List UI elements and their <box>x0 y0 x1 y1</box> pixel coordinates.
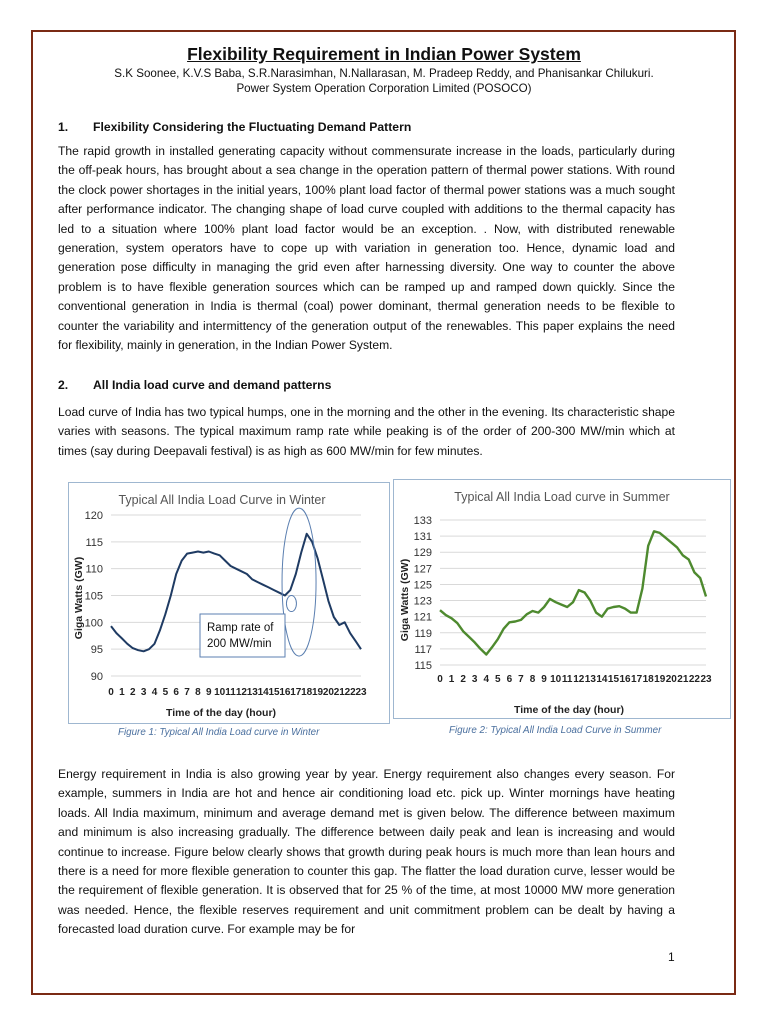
section-1-heading <box>58 120 411 134</box>
x-tick-label: 5 <box>162 687 169 698</box>
annotation-text-line1: Ramp rate of <box>207 622 274 634</box>
x-tick-label: 8 <box>195 687 201 698</box>
x-tick-label: 2 <box>129 687 136 698</box>
x-tick-label: 23 <box>700 674 712 685</box>
y-tick-label: 133 <box>413 515 432 527</box>
x-tick-label: 2 <box>460 674 466 685</box>
x-tick-label: 5 <box>495 674 501 685</box>
x-axis-label: Time of the day (hour) <box>165 707 277 719</box>
affiliation: Power System Operation Corporation Limited (POSOCO) <box>236 82 532 95</box>
y-tick-label: 95 <box>90 644 103 657</box>
x-tick-label: 11 <box>225 687 236 698</box>
x-tick-label: 18 <box>301 687 313 698</box>
x-tick-label: 0 <box>437 674 443 685</box>
y-tick-label: 120 <box>84 510 103 522</box>
paper-title: Flexibility Requirement in Indian Power System <box>187 44 581 64</box>
x-tick-label: 17 <box>290 687 302 698</box>
series-line <box>440 531 706 654</box>
figure-1-caption: Figure 1: Typical All India Load curve in Winter <box>118 727 320 738</box>
x-tick-label: 8 <box>529 674 536 685</box>
section-1-number: 1. <box>58 120 69 134</box>
chart-title: Typical All India Load curve in Summer <box>454 490 670 504</box>
x-tick-label: 7 <box>184 687 190 698</box>
y-axis-label: Giga Watts (GW) <box>73 556 85 640</box>
figure-2-chart <box>393 479 731 719</box>
annotation-text-line2: 200 MW/min <box>207 638 272 650</box>
x-tick-label: 6 <box>506 674 513 685</box>
y-tick-label: 110 <box>85 563 103 576</box>
x-tick-label: 15 <box>607 674 620 685</box>
section-1-body: The rapid growth in installed generating capacity without commensurate increase in the loads, particularly during the off-peak hours, has brought about a sea change in the operation pattern of thermal power stations. With round the clock power shortages in the initial years, 100% plant load factor of thermal power stations was a much sought after performance indicator. The changing shape of load curve coupled with additions to the thermal capacity has led to a situation where 100% plant load factor would be an exception. . Now, with distributed renewable generation, system operators have to cope up with variation in generation too. Hence, dynamic load and generation pose difficulty in managing the grid even after harnessing diversity. One way to counter the above problem is to have flexible generation sources which can be ramped up and ramped down quickly. Since the conventional generation in India is thermal (coal) power dominant, thermal generation needs to be flexible to counter the variability and intermittency of the generation output of the renewables. This paper explains the need for flexibility, mainly in generation, in the Indian Power System. <box>58 144 675 353</box>
y-tick-label: 123 <box>413 595 432 608</box>
y-tick-label: 90 <box>90 671 103 683</box>
y-tick-label: 131 <box>413 531 432 544</box>
x-tick-label: 3 <box>140 687 147 698</box>
x-tick-label: 14 <box>257 687 269 698</box>
section-1-title: Flexibility Considering the Fluctuating Demand Pattern <box>93 120 412 134</box>
winter-load-chart-svg <box>69 483 389 723</box>
x-tick-label: 12 <box>235 687 247 698</box>
y-tick-label: 117 <box>414 643 432 656</box>
figure-1-chart <box>68 482 390 724</box>
x-tick-label: 19 <box>654 674 666 685</box>
y-tick-label: 125 <box>413 579 432 592</box>
x-tick-label: 14 <box>596 674 608 685</box>
y-axis-label: Giga Watts (GW) <box>399 558 411 642</box>
y-tick-label: 115 <box>414 660 432 672</box>
page-number: 1 <box>668 950 675 964</box>
x-tick-label: 10 <box>214 687 226 698</box>
y-tick-label: 129 <box>413 547 432 560</box>
x-tick-label: 20 <box>665 674 677 685</box>
x-tick-label: 22 <box>344 687 356 698</box>
x-axis-label: Time of the day (hour) <box>513 704 625 716</box>
x-tick-label: 0 <box>108 687 114 698</box>
x-tick-label: 11 <box>561 674 573 685</box>
x-tick-label: 7 <box>518 674 524 685</box>
x-tick-label: 10 <box>550 674 562 685</box>
y-tick-label: 119 <box>414 627 432 640</box>
ramp-small-ellipse <box>286 596 296 612</box>
section-2-body: Load curve of India has two typical humps, one in the morning and the other in the evening. Its characteristic shape varies with seasons. The typical maximum ramp rate while peaking is of the order of 200-300 MW/min which at times (say during Deepavali festival) is as high as 600 MW/min for few minutes. <box>58 405 675 458</box>
ramp-highlight-ellipse <box>282 508 316 656</box>
y-tick-label: 121 <box>413 611 432 624</box>
x-tick-label: 19 <box>311 687 324 698</box>
x-tick-label: 13 <box>246 687 258 698</box>
x-tick-label: 4 <box>483 674 490 685</box>
x-tick-label: 18 <box>642 674 654 685</box>
continued-body: Energy requirement in India is also growing year by year. Energy requirement also changes every season. For example, summers in India are hot and hence air conditioning load etc. pick up. Winter mornings have heating loads. All India maximum, minimum and average demand met is given below. The difference between maximum and minimum is also increasing gradually. The difference between daily peak and lean is increasing and would continue to increase. Figure below clearly shows that growth during peak hours is much more than lean hours and there is a need for more flexible generation to counter this gap. The flatter the load duration curve, lesser would be the requirement of flexible generation. It is observed that for 25 % of the time, at most 10000 MW more generation was needed. Hence, the flexible reserves requirement and unit commitment problem can be dealt by having a forecasted load duration curve. For example may be for <box>58 767 675 937</box>
y-tick-label: 115 <box>85 536 103 549</box>
x-tick-label: 17 <box>631 674 643 685</box>
x-tick-label: 4 <box>151 687 158 698</box>
x-tick-label: 6 <box>173 687 179 698</box>
annotation-box <box>200 614 285 657</box>
section-2-title: All India load curve and demand patterns <box>93 378 332 392</box>
x-tick-label: 21 <box>333 687 345 698</box>
x-tick-label: 12 <box>573 674 585 685</box>
section-2-number: 2. <box>58 378 69 392</box>
figure-2-caption: Figure 2: Typical All India Load Curve in Summer <box>449 725 662 736</box>
x-tick-label: 13 <box>584 674 596 685</box>
x-tick-label: 1 <box>448 674 455 685</box>
x-tick-label: 16 <box>619 674 631 685</box>
x-tick-label: 23 <box>355 687 367 698</box>
x-tick-label: 9 <box>206 687 212 698</box>
x-tick-label: 16 <box>279 687 291 698</box>
chart-title: Typical All India Load Curve in Winter <box>118 493 326 507</box>
y-tick-label: 100 <box>84 617 103 630</box>
y-tick-label: 127 <box>413 563 432 576</box>
y-tick-label: 105 <box>84 590 103 603</box>
summer-load-chart-svg <box>394 480 730 718</box>
x-tick-label: 21 <box>677 674 689 685</box>
x-tick-label: 1 <box>119 687 125 698</box>
x-tick-label: 15 <box>268 687 280 698</box>
x-tick-label: 22 <box>688 674 700 685</box>
section-2-heading <box>58 378 331 392</box>
x-tick-label: 3 <box>471 674 478 685</box>
x-tick-label: 9 <box>541 674 547 685</box>
author-list: S.K Soonee, K.V.S Baba, S.R.Narasimhan, N.Nallarasan, M. Pradeep Reddy, and Phanisankar Chilukuri. <box>114 67 654 80</box>
x-tick-label: 20 <box>322 687 334 698</box>
